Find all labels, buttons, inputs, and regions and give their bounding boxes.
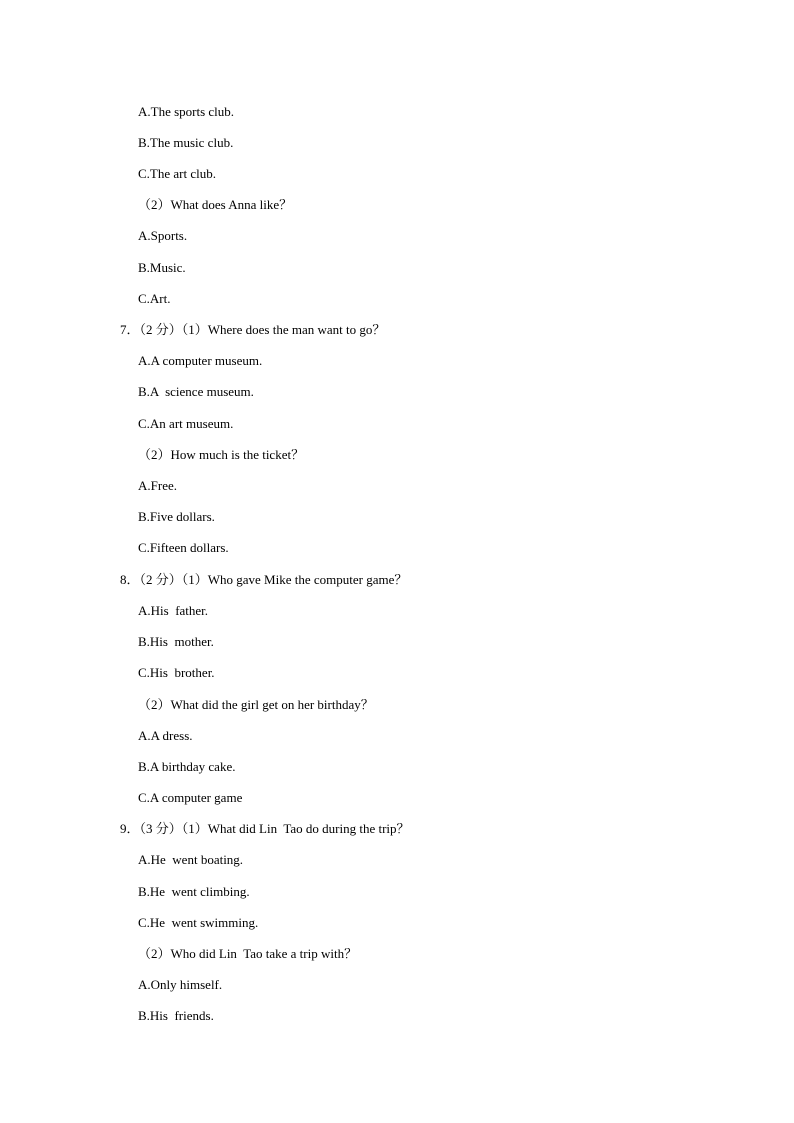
option-line: B.A birthday cake. — [138, 759, 236, 774]
option-line: B.The music club. — [138, 135, 234, 150]
sub-question-line: （2）What does Anna like？ — [138, 197, 293, 212]
option-line: C.Fifteen dollars. — [138, 540, 229, 555]
option-line: B.His mother. — [138, 634, 214, 649]
option-line: C.The art club. — [138, 166, 216, 181]
option-line: B.Five dollars. — [138, 509, 215, 524]
option-line: A.A computer museum. — [138, 353, 263, 368]
option-line: A.Free. — [138, 478, 177, 493]
option-line: A.Only himself. — [138, 977, 223, 992]
sub-question-line: （2）Who did Lin Tao take a trip with？ — [138, 946, 358, 961]
question-line: 8．（2 分）（1）Who gave Mike the computer game？ — [120, 572, 408, 587]
option-line: C.Art. — [138, 291, 171, 306]
option-line: B.His friends. — [138, 1008, 214, 1023]
option-line: C.He went swimming. — [138, 915, 259, 930]
sub-question-line: （2）What did the girl get on her birthday？ — [138, 697, 374, 712]
option-line: C.His brother. — [138, 665, 215, 680]
question-line: 7．（2 分）（1）Where does the man want to go？ — [120, 322, 386, 337]
option-line: B.He went climbing. — [138, 884, 250, 899]
option-line: B.Music. — [138, 260, 186, 275]
option-line: A.He went boating. — [138, 852, 244, 867]
option-line: A.The sports club. — [138, 104, 235, 119]
question-line: 9．（3 分）（1）What did Lin Tao do during the trip？ — [120, 821, 410, 836]
option-line: A.His father. — [138, 603, 209, 618]
option-line: B.A science museum. — [138, 384, 254, 399]
option-line: C.An art museum. — [138, 416, 234, 431]
option-line: C.A computer game — [138, 790, 243, 805]
option-line: A.A dress. — [138, 728, 193, 743]
option-line: A.Sports. — [138, 228, 188, 243]
sub-question-line: （2）How much is the ticket？ — [138, 447, 305, 462]
